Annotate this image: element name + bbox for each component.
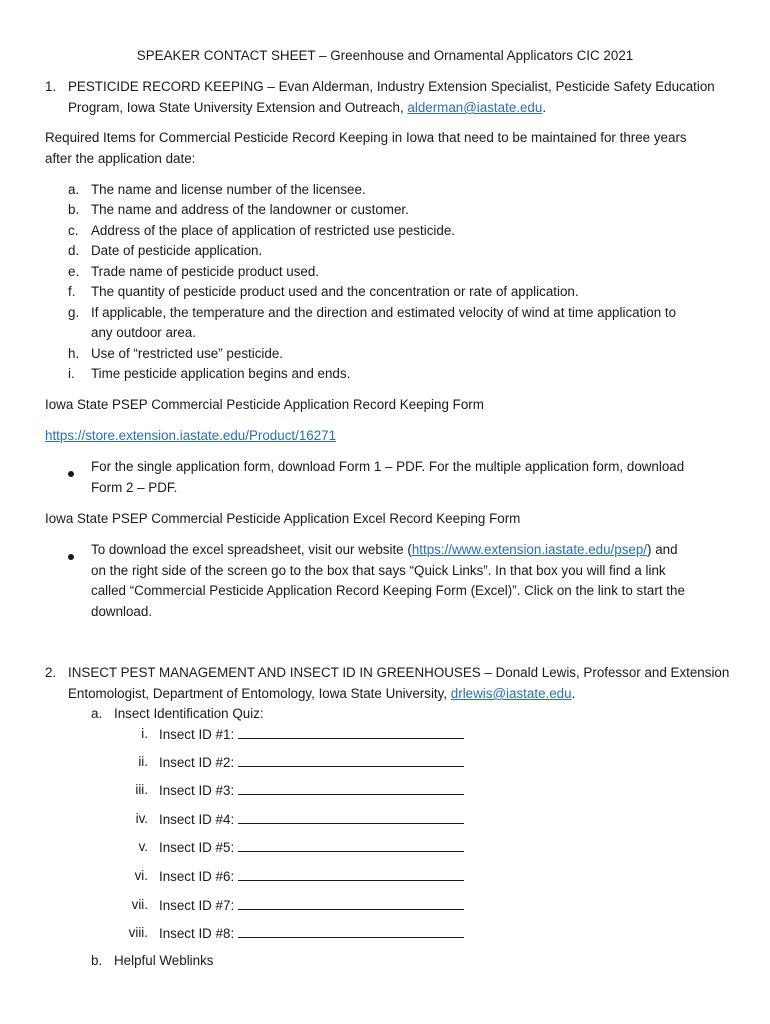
quiz-row [159,837,464,859]
quiz-marker: iii. [135,782,148,797]
quiz-row [159,809,464,831]
intro-line-2: after the application date: [45,151,196,166]
excel-bullet-line1 [91,540,678,561]
quiz-row [159,780,464,802]
list-item-marker: a. [68,182,80,197]
excel-text-post: ) and [647,542,678,557]
list-item: Time pesticide application begins and ends. [91,366,351,381]
form-heading: Iowa State PSEP Commercial Pesticide Application Record Keeping Form [45,397,484,412]
store-form-link[interactable]: https://store.extension.iastate.edu/Product/16271 [45,428,337,443]
excel-text-pre: To download the excel spreadsheet, visit our website ( [91,542,412,557]
list-item-marker: f. [68,284,76,299]
list-item: The name and address of the landowner or customer. [91,202,409,217]
list-item: Date of pesticide application. [91,243,263,258]
answer-blank[interactable] [238,752,464,767]
list-item-marker: d. [68,243,80,258]
quiz-marker: i. [141,726,148,741]
psep-website-link[interactable]: https://www.extension.iastate.edu/psep/ [411,542,648,557]
section-2-heading-line2 [68,684,575,705]
answer-blank[interactable] [238,895,464,910]
list-item-marker: e. [68,264,80,279]
excel-bullet-line3: called “Commercial Pesticide Application Record Keeping Form (Excel)”. Click on the link to start the [91,583,685,598]
quiz-row [159,752,464,774]
quiz-row [159,866,464,888]
bullet-icon [68,554,74,560]
section-2-affiliation: Entomologist, Department of Entomology, Iowa State University, [68,686,451,701]
quiz-label: Insect ID #6: [159,869,235,884]
list-item: The quantity of pesticide product used and the concentration or rate of application. [91,284,579,299]
list-item-marker: h. [68,346,80,361]
intro-line-1: Required Items for Commercial Pesticide Record Keeping in Iowa that need to be maintained for three years [45,130,687,145]
section-1-period: . [542,100,547,115]
answer-blank[interactable] [238,724,464,739]
answer-blank[interactable] [238,866,464,881]
answer-blank[interactable] [238,809,464,824]
quiz-marker: iv. [135,811,148,826]
quiz-marker: vi. [134,868,148,883]
section-1-email-link[interactable]: alderman@iastate.edu [407,100,543,115]
section-2-heading-line1: INSECT PEST MANAGEMENT AND INSECT ID IN GREENHOUSES – Donald Lewis, Professor and Extension [68,665,730,680]
quiz-marker: viii. [128,925,148,940]
quiz-marker: v. [138,839,148,854]
quiz-label: Insect ID #3: [159,783,235,798]
section-2-number: 2. [45,665,57,680]
excel-bullet-line2: on the right side of the screen go to the box that says “Quick Links”. In that box you will find a link [91,563,666,578]
page-title: SPEAKER CONTACT SHEET – Greenhouse and Ornamental Applicators CIC 2021 [136,48,634,63]
sub-a-label: Insect Identification Quiz: [114,706,264,721]
quiz-label: Insect ID #2: [159,755,235,770]
excel-heading: Iowa State PSEP Commercial Pesticide Application Excel Record Keeping Form [45,511,521,526]
quiz-label: Insect ID #4: [159,812,235,827]
quiz-row [159,895,464,917]
list-item-marker: c. [68,223,79,238]
list-item-marker: i. [68,366,75,381]
quiz-row [159,923,464,945]
list-item: Trade name of pesticide product used. [91,264,320,279]
list-item: The name and license number of the licensee. [91,182,366,197]
section-1-heading-line2 [68,98,546,119]
answer-blank[interactable] [238,923,464,938]
list-item-marker: b. [68,202,80,217]
section-1-heading-line1: PESTICIDE RECORD KEEPING – Evan Alderman, Industry Extension Specialist, Pesticide Safety Education [68,79,715,94]
quiz-marker: ii. [138,754,148,769]
sub-b-label: Helpful Weblinks [114,953,214,968]
answer-blank[interactable] [238,780,464,795]
list-item: If applicable, the temperature and the direction and estimated velocity of wind at time application to [91,305,677,320]
bullet-icon [68,471,74,477]
quiz-label: Insect ID #8: [159,926,235,941]
section-1-number: 1. [45,79,57,94]
quiz-label: Insect ID #1: [159,727,235,742]
quiz-row [159,724,464,746]
form-bullet-line2: Form 2 – PDF. [91,480,178,495]
section-1-affiliation: Program, Iowa State University Extension and Outreach, [68,100,408,115]
section-2-email-link[interactable]: drlewis@iastate.edu [450,686,572,701]
sub-a-marker: a. [91,706,103,721]
section-2-period: . [571,686,576,701]
excel-bullet-line4: download. [91,604,153,619]
quiz-label: Insect ID #7: [159,898,235,913]
list-item-marker: g. [68,305,80,320]
list-item: Use of “restricted use” pesticide. [91,346,284,361]
answer-blank[interactable] [238,837,464,852]
list-item: Address of the place of application of restricted use pesticide. [91,223,455,238]
quiz-label: Insect ID #5: [159,840,235,855]
quiz-marker: vii. [131,897,148,912]
list-item-continuation: any outdoor area. [91,325,196,340]
sub-b-marker: b. [91,953,103,968]
form-bullet-line1: For the single application form, download Form 1 – PDF. For the multiple application form, download [91,459,685,474]
